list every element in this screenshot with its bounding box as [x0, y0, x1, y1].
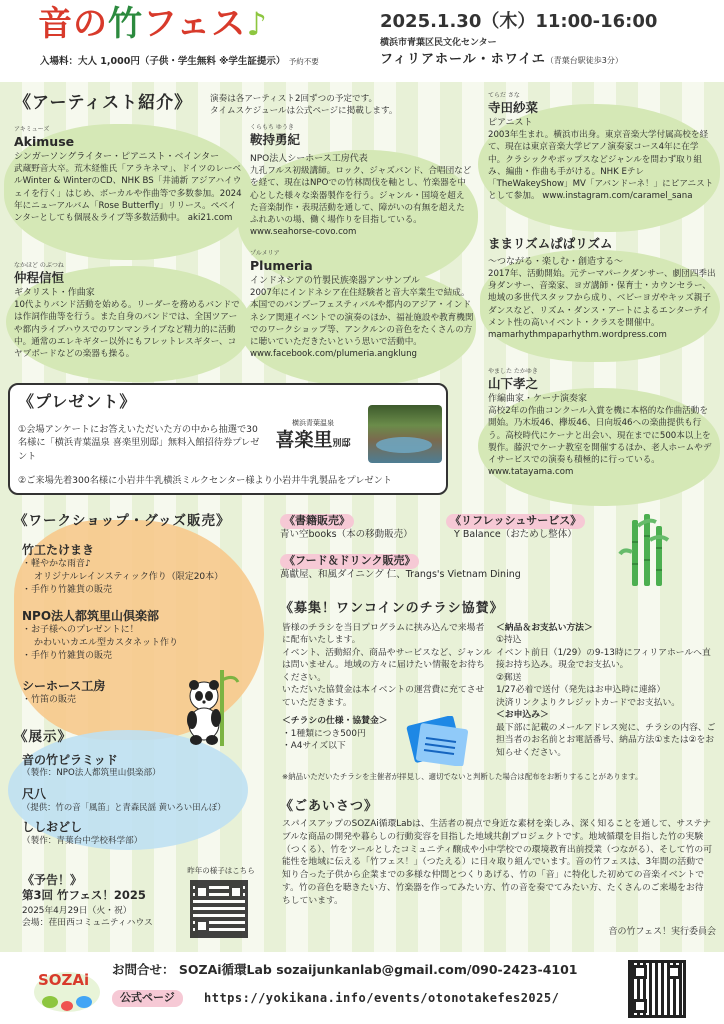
flyer-spec-2: ・A4サイズ以下 [282, 741, 346, 752]
admission-fee [40, 56, 319, 69]
refresh-block [446, 514, 616, 542]
hot-spring-photo [368, 405, 442, 463]
exhibit-credit: （提供：竹の音「風笛」と青森民謡 黄いろい田んぼ） [22, 801, 226, 812]
flyer-right-3: ②郵送 [496, 672, 522, 683]
artist-nakahodo [14, 262, 244, 360]
books-text: 青い空books（本の移動販売） [280, 528, 413, 540]
contact-label: お問合せ： [112, 962, 175, 977]
venue-hall [380, 51, 623, 69]
flyer-right-5: 決済リンクよりクレジットカードでお支払い。 [496, 697, 681, 708]
greeting-heading: 《ごあいさつ》 [280, 799, 379, 814]
food-text: 萬獻屋、和風ダイニング 仁、Trangs's Vietnam Dining [280, 568, 521, 580]
logo-side-text: 別邸 [332, 439, 351, 450]
workshop-item: ・軽やかな雨音♪ [22, 559, 91, 570]
logo-big-text: 喜楽里 [275, 429, 333, 452]
flyer-footnote: ※納品いただいたチラシを主催者が拝見し、適切でないと判断した場合は配布をお断りすることがあります。 [282, 772, 643, 781]
artists-note-2: タイムスケジュールは公式ページに掲載します。 [210, 106, 398, 117]
artist-name: 鞍持勇紀 [250, 132, 301, 148]
artist-desc: 武蔵野音大卒。荒木経惟氏「アラキネマ」、ドイツのレーベルWinter & WinterのCD、NHK BS「井浦新 アジアハイウェイを行く」はじめ、ボーカルや作曲等で多数参加。2024年にニューアルバム「Rose Butterfly」リリース。ぺベインターとしても個展＆ライブ等多数活動中。 aki21.com [14, 164, 242, 223]
exhibit-name: 音の竹ピラミッド [22, 753, 118, 767]
books-heading: 《書籍販売》 [280, 514, 354, 529]
flyer-heading: 《募集！ワンコインのチラシ協賛》 [280, 601, 504, 616]
artist-desc: 2003年生まれ。横浜市出身。東京音楽大学付属高校を経て、現在は東京音楽大学ピアノ演奏家コース4年に在学中。クラシックやポップスなどジャンルを問わず取り組み、編曲・作曲も手がける。NHK Eテレ「TheWakeyShow」MV「アバンドーネ！」にピアニストとして参加。 www.instagram.com/caramel_sana [488, 130, 714, 202]
present-box [8, 383, 448, 495]
workshop-group-takemaki [22, 542, 272, 596]
artist-ruby: てらだ さな [488, 92, 520, 99]
artist-name: ままリズムぱぱリズム [488, 236, 613, 251]
workshop-group-npo [22, 608, 272, 662]
present-item-1: ①会場アンケートにお答えいただいた方の中から抽選で30名様に「横浜青葉温泉 喜楽里別邸」無料入館招待券プレゼント [18, 424, 260, 462]
preview-qr-caption: 昨年の様子はこちら [187, 866, 255, 875]
exhibit-credit: （製作：NPO法人都筑里山倶楽部） [22, 768, 161, 779]
artist-desc: 2017年、活動開始。元テーマパークダンサー、劇団四季出身ダンサー、音楽家、ヨガ講師・保育士・カウンセラー、地域の多世代スタッフから成り、ベビーヨガやキッズ親子ダンスなど、リズム・ダンス・アートによるエンターテイメント性の高いイベント・クラスを開催中。 mamarhythmpaparhythm.wordpress.com [488, 269, 716, 341]
flyer-left-3: いただいた協賛金は本イベントの運営費に充てさせていただきます。 [282, 685, 485, 708]
flyer-spec-heading: ＜チラシの仕様・協賛金＞ [282, 716, 388, 727]
exhibit-name: 尺八 [22, 786, 47, 801]
fee-text: 入場料：大人 1,000円（子供・学生無料 ※学生証提示） [40, 56, 286, 67]
contact-line [112, 962, 578, 979]
food-heading: 《フード＆ドリンク販売》 [280, 554, 419, 569]
logo-small-text: 横浜青葉温泉 [292, 419, 334, 427]
exhibit-heading: 《展示》 [14, 729, 72, 745]
preview-date: 2025年4月29日（火・祝） [22, 905, 132, 916]
flyer-right-1: ①持込 [496, 635, 522, 646]
artist-desc: 2007年にインドネシア在住経験者と音大卒業生で結成。本国でのバンブーフェスティバルや都内のアジア・インドネシア関連イベントでの演奏のほか、福祉施設や教育機関でのワークショップ等、アンクルンの音色をたくさんの方に聴いていただきたいという思いで活動中。 www.facebook.com/plumeria.angklung [250, 288, 474, 360]
fee-note: 予約不要 [288, 57, 319, 66]
title-part-2: 竹 [108, 4, 143, 44]
workshop-item: ・お子様へのプレゼントに！ [22, 625, 139, 636]
flyer-spec-1: ・1種類につき500円 [282, 728, 366, 739]
official-page-label: 公式ページ [112, 990, 183, 1007]
refresh-heading: 《リフレッシュサービス》 [446, 514, 585, 529]
flyer-illustration [402, 716, 478, 766]
present-heading: 《プレゼント》 [18, 392, 137, 411]
exhibit-name: ししおどし [22, 820, 83, 835]
workshop-item: かわいいカエル型カスタネット作り [34, 637, 179, 648]
header [0, 0, 724, 82]
artist-terada [488, 92, 714, 202]
preview-qr-code[interactable] [190, 880, 248, 938]
artist-name: Akimuse [14, 134, 75, 150]
workshop-group-name: シーホース工房 [22, 679, 106, 693]
flyer-apply-text: 最下部に記載のメールアドレス宛に、チラシの内容、ご担当者のお名前とお電話番号、納品方法①または②をお知らせください。 [496, 722, 716, 758]
workshop-item: ・手作り竹雑貨の販売 [22, 584, 113, 595]
flyer-apply-heading: ＜お申込み＞ [496, 710, 549, 721]
food-block [280, 554, 580, 582]
preview-block [22, 872, 192, 929]
bamboo-illustration [618, 512, 674, 586]
artist-plumeria [250, 250, 476, 360]
logo-text: SOZAi [38, 971, 90, 989]
workshop-item: ・手作り竹雑貨の販売 [22, 650, 113, 661]
exhibit-list [22, 752, 268, 847]
music-note-icon: ♪ [246, 5, 268, 43]
footer [0, 952, 724, 1024]
artist-role: ギタリスト・作曲家 [14, 287, 95, 298]
contact-value[interactable]: SOZAi循環Lab sozaijunkanlab@gmail.com/090-2423-4101 [178, 962, 578, 977]
panda-illustration [182, 668, 242, 748]
artists-note-1: 演奏は各アーティスト2回ずつの予定です。 [210, 94, 378, 104]
flyer-left-1: 皆様のチラシを当日プログラムに挟み込んで来場者に配布いたします。 [282, 623, 485, 646]
sozai-logo [32, 964, 102, 1014]
present-item-2: ②ご来場先着300名様に小岩井牛乳横浜ミルクセンター様より小岩井牛乳製品をプレゼント [18, 475, 392, 486]
artist-mamarhythm [488, 236, 716, 341]
workshop-group-name: 竹工たけまき [22, 543, 95, 557]
flyer-payment-heading: ＜納品＆お支払い方法＞ [496, 623, 593, 633]
artist-role: インドネシアの竹製民族楽器アンサンブル [250, 275, 420, 286]
contact-qr-code[interactable] [628, 960, 686, 1018]
venue-access: （青葉台駅徒歩3分） [545, 56, 623, 65]
venue-hall-name: フィリアホール・ホワイエ [380, 52, 546, 67]
flyer-right [496, 622, 716, 759]
artist-yamashita [488, 368, 716, 478]
artist-role: シンガーソングライター・ピアニスト・ベインター [14, 151, 220, 162]
refresh-text: Y Balance（おためし整体） [454, 528, 577, 540]
artist-role: ピアニスト [488, 117, 533, 128]
title-part-3: フェス [143, 4, 247, 44]
artist-ruby: くらもち ゆうき [250, 124, 294, 131]
artist-desc: 高校2年の作曲コンクール入賞を機に本格的な作曲活動を開始。乃木坂46、欅坂46、日向坂46への楽曲提供も行う。高校時代にケーナと出会い、現在までに500本以上を製作。藤沢でケーナ教室を開催するほか、老人ホームやデイサービスでの演奏も積極的に行っている。 www.tatayama.com [488, 406, 712, 478]
artist-desc: 10代よりバンド活動を始める。リーダーを務めるバンドでは作詞作曲等を行う。また自身のバンドでは、全国ツアーや都内ライブハウスでのワンマンライブなど精力的に活動中。通常のエレキギター以外にもフレットレスギター、コヤブボードなどの楽器も操る。 [14, 300, 240, 359]
event-title [38, 6, 268, 43]
greeting-text: スパイスアップのSOZAi循環Labは、生活者の視点で身近な素材を楽しみ、深く知ることを通して、サステナブルな商品の開発や暮らしの行動変容を目指した地域共創プロジェクトです。地域循環を目指した竹の実験（つくる）、竹をツールとしたコミュニティ醸成や小中学校での環境教育出前授業（つながる）、そして竹の可能性を地域に伝える「竹フェス！」（つたえる）に日々取り組んでいます。音の竹フェスは、3年間の活動で知り合った子供から企業までの多様な仲間とつくりあげる、竹の「音」に特化した初めての音楽イベントです。竹の音色を聴きたい方、竹楽器を作ってみたい方、竹の音を奏でてみたい方、たくさんのご来場をお待ちしています。 [282, 819, 712, 906]
workshop-item: オリジナルレインスティック作り（限定20本） [34, 571, 224, 582]
artist-name: Plumeria [250, 258, 313, 274]
books-block [280, 514, 440, 542]
artist-ruby: やました たかゆき [488, 368, 538, 375]
artist-name: 寺田紗菜 [488, 100, 539, 116]
preview-place: 会場：荏田西コミュニティハウス [22, 917, 153, 928]
workshop-heading: 《ワークショップ・グッズ販売》 [14, 513, 231, 529]
greeting-signature: 音の竹フェス！実行委員会 [608, 927, 716, 937]
artists-heading: 《アーティスト紹介》 [14, 93, 193, 113]
artist-akimuse [14, 126, 244, 224]
workshop-group-name: NPO法人都筑里山倶楽部 [22, 609, 160, 623]
venue-center: 横浜市青葉区民文化センター [380, 38, 497, 48]
title-part-1: 音の [38, 4, 108, 44]
workshop-item: ・竹笛の販売 [22, 695, 77, 706]
flyer-left-2: イベント、活動紹介、商品やサービスなど、ジャンルは問いません。地域の方々に届けたい情報をお待ちください。 [282, 647, 492, 683]
artist-ruby: アキミューズ [14, 126, 50, 133]
official-page-url[interactable]: https://yokikana.info/events/otonotakefes2025/ [204, 991, 560, 1005]
artist-role: 〜つながる・楽しむ・創造する〜 [488, 256, 624, 267]
event-datetime: 2025.1.30（木）11:00-16:00 [380, 11, 658, 32]
flyer-right-2: イベント前日（1/29）の9-13時にフィリアホールへ直接お持ち込み。現金でお支払い。 [496, 647, 711, 671]
artists-note [210, 93, 430, 117]
preview-heading: 《予告！》 [22, 873, 83, 887]
artist-name: 仲程信恒 [14, 270, 65, 286]
artist-role: 作編曲家・ケーナ演奏家 [488, 393, 588, 404]
preview-title: 第3回 竹フェス！2025 [22, 888, 146, 903]
artist-kuramochi [250, 124, 472, 238]
artist-role: NPO法人シーホース工房代表 [250, 153, 368, 164]
artist-desc: 九孔フルス初級講師。ロック、ジャズバンド、合唱団などを経て、現在はNPOでの竹林間伐を軸とし、竹楽器を中心とした様々な楽器製作を行う。ジャンル・国境を超えた音楽制作・表現活動を通して、障がいの有無を超えたふれあいの場、働く場作りを目指している。 www.seahorse-covo.com [250, 166, 472, 238]
artist-ruby: プルメリア [250, 250, 280, 257]
flyer-right-4: 1/27必着で送付（発先はお申込時に連絡） [496, 685, 666, 696]
exhibit-credit: （製作：青葉台中学校科学部） [22, 835, 143, 846]
artist-name: 山下孝之 [488, 376, 539, 392]
artist-ruby: なかほど のぶつね [14, 262, 64, 269]
kirakuri-logo [268, 419, 358, 454]
